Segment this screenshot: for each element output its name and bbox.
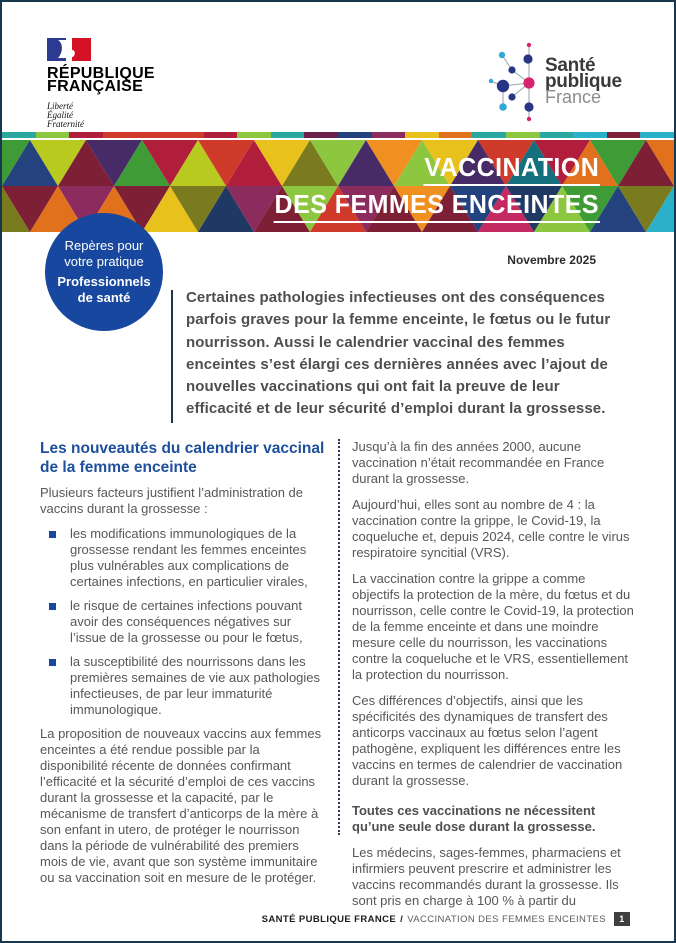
right-paragraph-3: La vaccination contre la grippe a comme objectifs la protection de la mère, du fœtus et du nourrisson, celle contre le Covid-19, la protection de la femme enceinte et dans une moindre mesure celle du nourrisson, les vaccinations contre la coqueluche et le VRS, essentiellement la protection du nourrisson. [352,571,634,682]
rf-wordmark-line2: FRANÇAISE [47,77,144,95]
right-paragraph-4: Ces différences d’objectifs, ainsi que les spécificités des dynamiques de transfert des anticorps vaccinaux au fœtus selon l’agent pathogène, expliquent les différences entre les vaccins en termes de calendrier de vaccination durant la grossesse. [352,693,623,788]
mosaic-top-strip [2,132,674,138]
publication-date: Novembre 2025 [507,253,596,267]
square-bullet-icon [49,603,56,610]
motto-egalite: Égalité [47,109,73,120]
footer-brand: SANTÉ PUBLIQUE FRANCE [261,913,397,925]
body-columns [40,439,636,919]
republique-francaise-logo [47,38,155,128]
square-bullet-icon [49,531,56,538]
badge-line1: Repères pour [64,237,144,253]
right-paragraph-1: Jusqu’à la fin des années 2000, aucune vaccination n’était recommandée en France durant la grossesse. [352,439,605,486]
bullet-list [40,526,328,718]
rf-wordmark [47,65,155,95]
motto-fraternite: Fraternité [47,118,84,129]
right-paragraph-2: Aujourd’hui, elles sont au nombre de 4 : la vaccination contre la grippe, le Covid-19, la coqueluche et, depuis 2024, celle contre le virus respiratoire syncitial (VRS). [352,497,630,560]
bullet-item [40,654,328,718]
bullet-text: la susceptibilité des nourrissons dans les premières semaines de vie aux pathologies infectieuses, de par leur immaturité immunologique. [70,654,321,717]
badge-line2: votre pratique [64,254,144,269]
footer-separator: / [400,913,404,925]
section-heading: Les nouveautés du calendrier vaccinal de la femme enceinte [40,440,325,476]
spf-network-icon [487,38,537,126]
right-column [352,439,636,919]
sante-publique-france-logo [487,38,622,126]
square-bullet-icon [49,659,56,666]
left-paragraph-1: Plusieurs facteurs justifient l’administration de vaccins durant la grossesse : [40,485,304,516]
right-paragraph-5: Les médecins, sages-femmes, pharmaciens et infirmiers peuvent prescrire et administrer les vaccins recommandés durant la grossesse. Ils sont pris en charge à 100 % à partir du [352,845,621,908]
badge-line3: Professionnels [57,273,151,289]
spf-wordmark [545,55,622,107]
audience-badge [45,213,163,331]
column-divider [338,439,340,835]
spf-wordmark-sante: Santé [545,55,596,76]
page-footer [262,912,630,926]
bullet-text: le risque de certaines infections pouvant avoir des conséquences négatives sur l’issue de la grossesse ou pour le fœtus, [70,598,303,645]
intro-vertical-rule [171,290,173,423]
french-flag-icon [47,38,91,63]
title-line2: DES FEMMES ENCEINTES [274,191,600,223]
badge-line4: de santé [77,290,131,305]
emphasis-paragraph: Toutes ces vaccinations ne nécessitent qu’une seule dose durant la grossesse. [352,803,596,834]
bullet-text: les modifications immunologiques de la grossesse rendant les femmes enceintes plus vulnérables aux complications de certaines infections, en particulier virales, [70,526,308,589]
bullet-item [40,598,328,646]
left-paragraph-2: La proposition de nouveaux vaccins aux femmes enceintes a été rendue possible par la disponibilité récente de données confirmant l’efficacité et la sécurité d’emploi de ces vaccins durant la grossesse et la capacité, par le mécanisme de transfert d’anticorps de la mère à son enfant in utero, de protéger le nourrisson dans la période de vulnérabilité des premiers mois de vie, avant que son système immunitaire ou sa vaccination soit en mesure de le protéger. [40,726,322,885]
bullet-item [40,526,328,590]
rf-wordmark-line1: RÉPUBLIQUE [47,65,155,82]
page-number-badge: 1 [614,912,630,926]
motto-liberte: Liberté [47,101,73,111]
rf-motto [47,102,155,128]
spf-wordmark-france: France [545,87,602,107]
left-column [40,439,328,919]
title-line1: VACCINATION [423,154,600,186]
footer-doc-title: VACCINATION DES FEMMES ENCEINTES [407,913,606,925]
intro-paragraph: Certaines pathologies infectieuses ont des conséquences parfois graves pour la femme enceinte, le fœtus ou le futur nourrisson. Aussi le calendrier vaccinal des femmes enceintes s’est élargi ces dernières années avec l’ajout de nouvelles vaccinations qui ont fait la preuve de leur efficacité et de leur sécurité d’emploi durant la grossesse. [186,289,611,418]
spf-wordmark-publique: publique [545,70,622,92]
document-title [260,154,600,223]
